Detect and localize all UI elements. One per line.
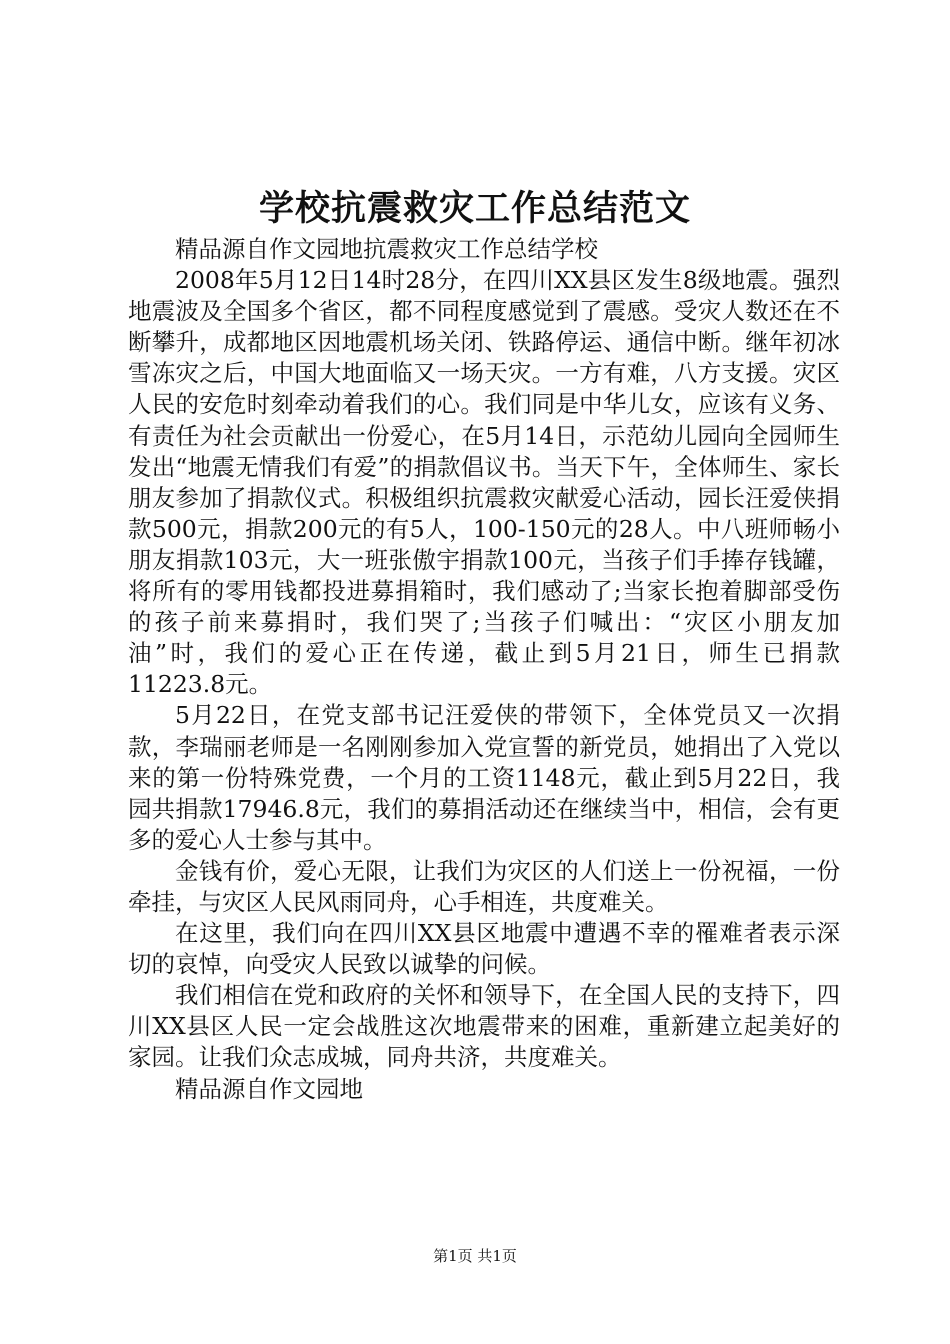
document-body (128, 234, 840, 1105)
paragraph-source: 精品源自作文园地抗震救灾工作总结学校 (175, 235, 598, 263)
paragraph-condolence: 在这里，我们向在四川XX县区地震中遭遇不幸的罹难者表示深切的哀悼，向受灾人民致以诚挚的问候。 (128, 919, 840, 979)
paragraph-earthquake-donation: 2008年5月12日14时28分，在四川XX县区发生8级地震。强烈地震波及全国多个省区，都不同程度感觉到了震感。受灾人数还在不断攀升，成都地区因地震机场关闭、铁路停运、通信中断。继年初冰雪冻灾之后，中国大地面临又一场天灾。一方有难，八方支援。灾区人民的安危时刻牵动着我们的心。我们同是中华儿女，应该有义务、有责任为社会贡献出一份爱心，在5月14日，示范幼儿园向全园师生发出“地震无情我们有爱”的捐款倡议书。当天下午，全体师生、家长朋友参加了捐款仪式。积极组织抗震救灾献爱心活动，园长汪爱侠捐款500元，捐款200元的有5人，100-150元的28人。中八班师畅小朋友捐款103元，大一班张傲宇捐款100元，当孩子们手捧存钱罐，将所有的零用钱都投进募捐箱时，我们感动了;当家长抱着脚部受伤的孩子前来募捐时，我们哭了;当孩子们喊出：“灾区小朋友加油”时，我们的爱心正在传递，截止到5月21日，师生已捐款11223.8元。 (128, 266, 840, 699)
paragraph-confidence: 我们相信在党和政府的关怀和领导下，在全国人民的支持下，四川XX县区人民一定会战胜这次地震带来的困难，重新建立起美好的家园。让我们众志成城，同舟共济，共度难关。 (128, 981, 840, 1072)
paragraph-blessing: 金钱有价，爱心无限，让我们为灾区的人们送上一份祝福，一份牵挂，与灾区人民风雨同舟，心手相连，共度难关。 (128, 856, 840, 916)
page-number: 第1页 共1页 (433, 1247, 517, 1265)
paragraph-source-end: 精品源自作文园地 (175, 1074, 363, 1103)
paragraph-party-donation: 5月22日，在党支部书记汪爱侠的带领下，全体党员又一次捐款，李瑞丽老师是一名刚刚参加入党宣誓的新党员，她捐出了入党以来的第一份特殊党费，一个月的工资1148元，截止到5月22日，我园共捐款17946.8元，我们的募捐活动还在继续当中，相信，会有更多的爱心人士参与其中。 (128, 701, 840, 854)
document-title: 学校抗震救灾工作总结范文 (258, 188, 691, 229)
